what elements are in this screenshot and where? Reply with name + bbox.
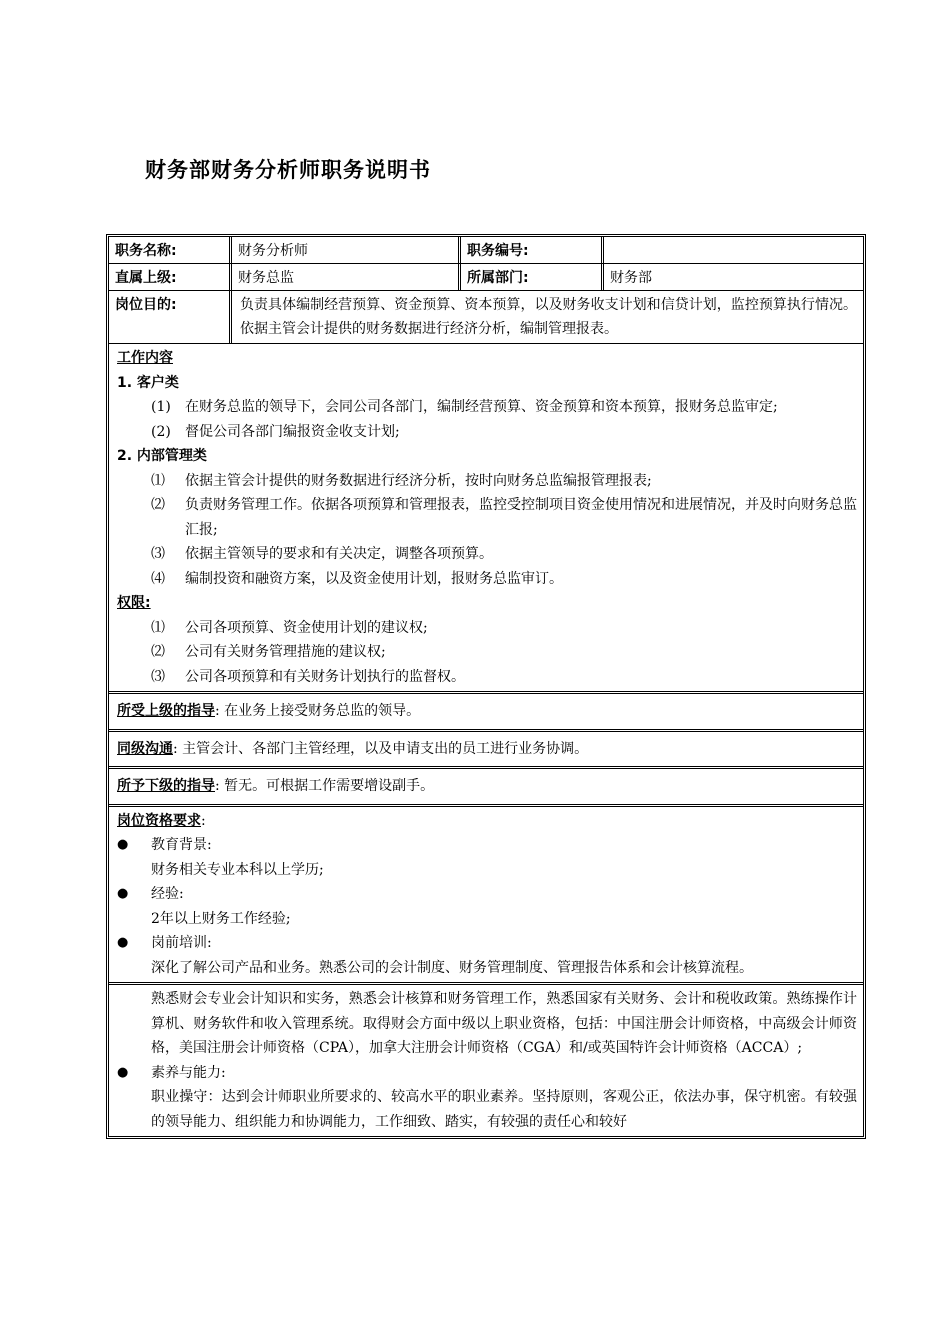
- training-text: 深化了解公司产品和业务。熟悉公司的会计制度、财务管理制度、管理报告体系和会计核算流程。: [151, 959, 753, 976]
- list-item: ⑴ 依据主管会计提供的财务数据进行经济分析，按时向财务总监编报管理报表;: [151, 472, 652, 489]
- row-qualifications: [109, 807, 863, 986]
- page-title: 财务部财务分析师职务说明书: [145, 158, 431, 182]
- job-description-table: [106, 234, 866, 1139]
- guidance-down-text: : 暂无。可根据工作需要增设副手。: [215, 778, 435, 794]
- row-work-content: [109, 344, 863, 694]
- ability-text: 职业操守：达到会计师职业所要求的、较高水平的职业素养。坚持原则，客观公正，依法办事，保守机密。有较强的领导能力、组织能力和协调能力，工作细致、踏实，有较强的责任心和较好: [151, 1089, 857, 1130]
- list-item: ⑴ 公司各项预算、资金使用计划的建议权;: [151, 619, 428, 636]
- list-item: ● 教育背景:: [117, 833, 857, 858]
- job-name-value: 财务分析师: [232, 237, 461, 263]
- guidance-down-label: 所予下级的指导: [117, 778, 215, 794]
- list-item: (2) 督促公司各部门编报资金收支计划;: [151, 423, 400, 440]
- row-guidance-down: [109, 769, 863, 807]
- guidance-up-label: 所受上级的指导: [117, 703, 215, 719]
- row-guidance-up: [109, 694, 863, 732]
- list-item: ● 岗前培训:: [117, 931, 857, 956]
- dept-label: 所属部门:: [461, 264, 604, 290]
- dept-value: 财务部: [610, 270, 652, 286]
- knowledge-text: 熟悉财会专业会计知识和实务，熟悉会计核算和财务管理工作，熟悉国家有关财务、会计和税收政策。熟练操作计算机、财务软件和收入管理系统。取得财会方面中级以上职业资格，包括：中国注册会计师资格，中高级会计师资格，美国注册会计师资格（CPA），加拿大注册会计师资格（CGA）和/或英国特许会计师资格（ACCA）;: [151, 991, 857, 1056]
- experience-text: 2年以上财务工作经验;: [151, 910, 291, 927]
- category-customer: 1. 客户类: [117, 374, 179, 391]
- row-job-name: [109, 237, 863, 264]
- purpose-value: 负责具体编制经营预算、资金预算、资本预算，以及财务收支计划和信贷计划，监控预算执行情况。依据主管会计提供的财务数据进行经济分析，编制管理报表。: [240, 297, 857, 337]
- row-superior: [109, 264, 863, 291]
- peer-text: : 主管会计、各部门主管经理，以及申请支出的员工进行业务协调。: [173, 740, 589, 757]
- superior-value: 财务总监: [232, 264, 461, 290]
- guidance-up-text: : 在业务上接受财务总监的领导。: [215, 703, 421, 719]
- list-item: ⑷ 编制投资和融资方案，以及资金使用计划，报财务总监审订。: [151, 570, 563, 587]
- list-item: ● 经验:: [117, 882, 857, 907]
- superior-label: 直属上级:: [109, 264, 232, 290]
- bullet-icon: ●: [117, 1064, 129, 1080]
- list-item: ⑵ 公司有关财务管理措施的建议权;: [151, 644, 386, 660]
- row-peer: [109, 732, 863, 770]
- list-item: ● 素养与能力:: [117, 1061, 857, 1086]
- work-content-section: [109, 344, 863, 691]
- job-code-value: [604, 237, 863, 263]
- work-content-heading: 工作内容: [117, 350, 173, 366]
- peer-label: 同级沟通: [117, 740, 173, 757]
- bullet-icon: ●: [117, 935, 129, 950]
- category-internal: 2. 内部管理类: [117, 448, 207, 464]
- list-item: ⑵ 负责财务管理工作。依据各项预算和管理报表，监控受控制项目资金使用情况和进展情况，并及时向财务总监汇报;: [151, 497, 857, 538]
- purpose-label: 岗位目的:: [109, 291, 232, 343]
- education-text: 财务相关专业本科以上学历;: [151, 861, 324, 878]
- list-item: ⑶ 依据主管领导的要求和有关决定，调整各项预算。: [151, 546, 493, 562]
- row-purpose: [109, 291, 863, 344]
- qualifications-heading: 岗位资格要求:: [117, 812, 206, 829]
- job-code-label: 职务编号:: [461, 237, 604, 263]
- authority-heading: 权限:: [117, 595, 151, 611]
- list-item: ⑶ 公司各项预算和有关财务计划执行的监督权。: [151, 668, 465, 685]
- row-knowledge: [109, 985, 863, 1136]
- bullet-icon: ●: [117, 886, 129, 901]
- job-name-label: 职务名称:: [109, 237, 232, 263]
- list-item: (1) 在财务总监的领导下，会同公司各部门，编制经营预算、资金预算和资本预算，报财务总监审定;: [151, 399, 778, 415]
- bullet-icon: ●: [117, 837, 129, 852]
